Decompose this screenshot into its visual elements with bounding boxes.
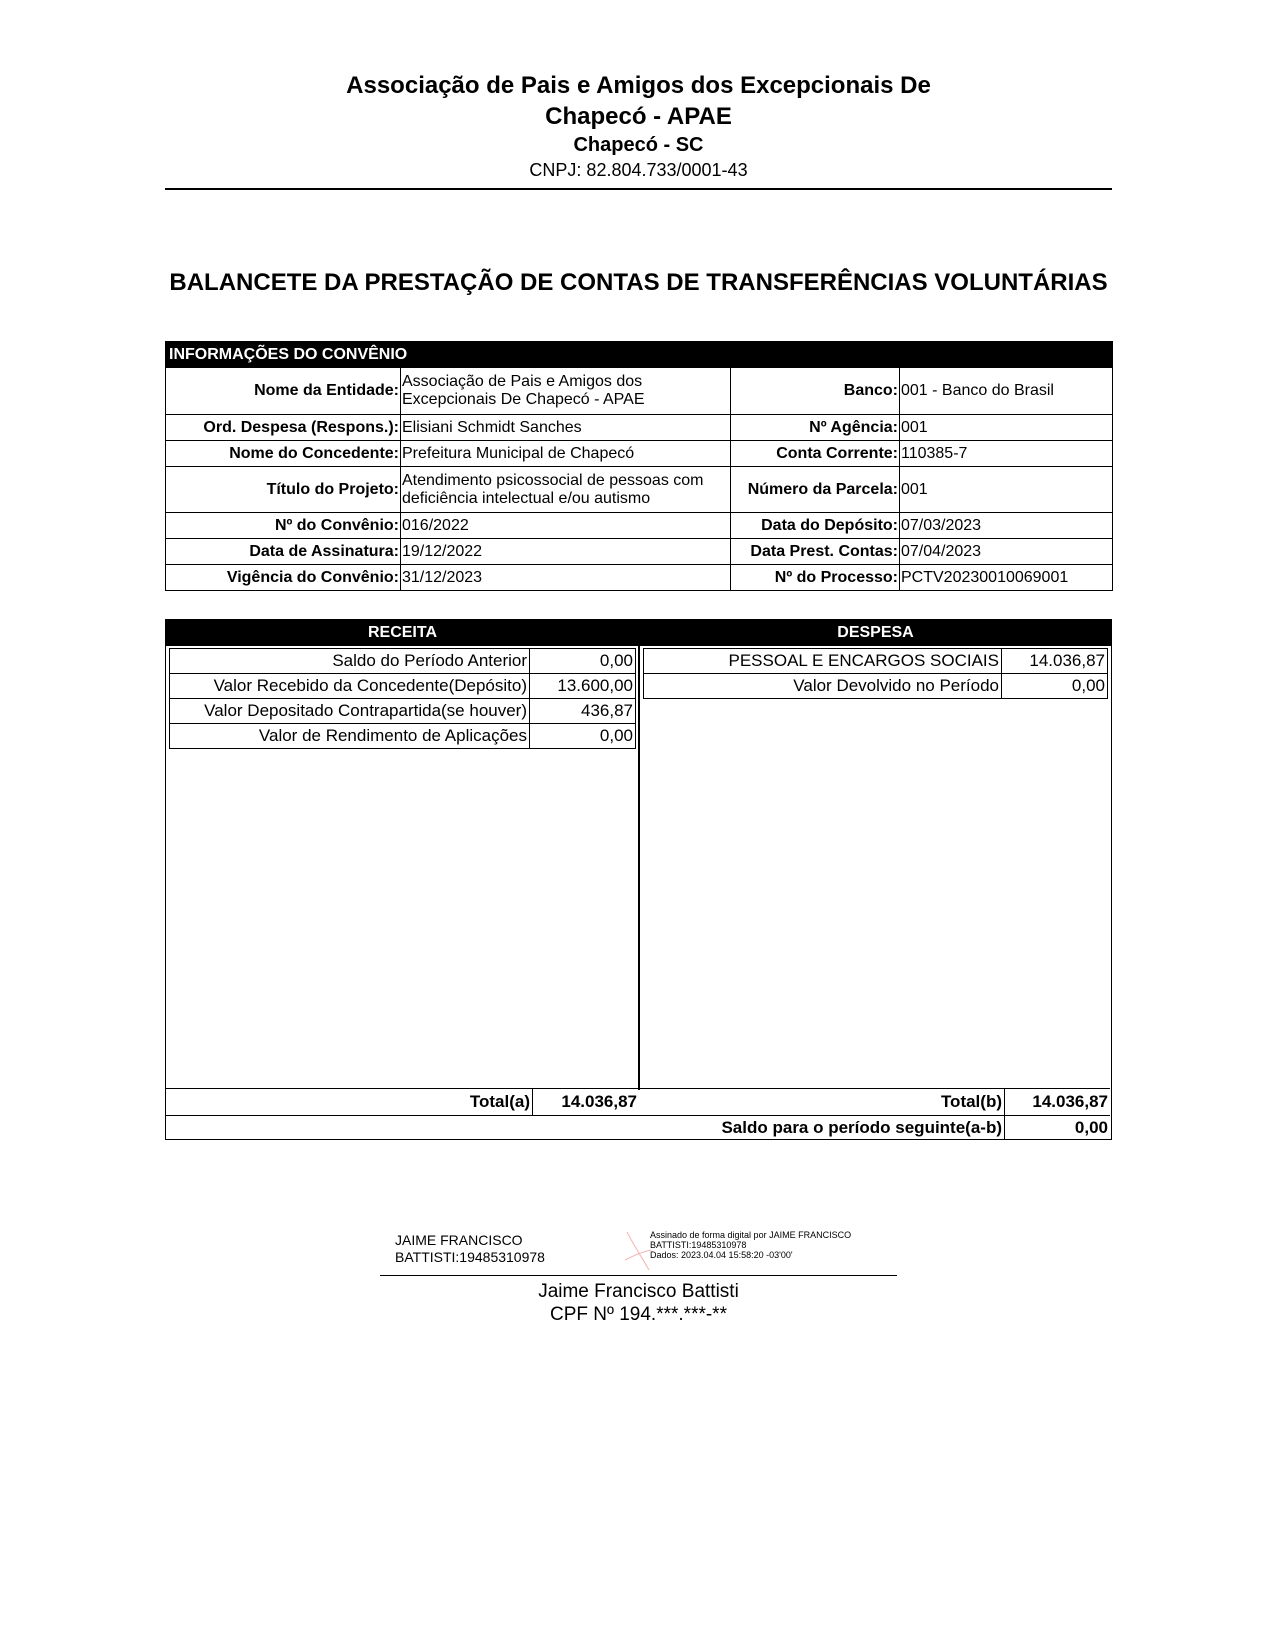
info-label: Número da Parcela: bbox=[731, 467, 900, 513]
info-value: 016/2022 bbox=[401, 513, 731, 539]
despesa-item-value: 14.036,87 bbox=[1002, 649, 1108, 674]
info-value: 07/03/2023 bbox=[900, 513, 1113, 539]
digital-signature-line: Assinado de forma digital por JAIME FRANCISCO bbox=[650, 1230, 852, 1240]
financial-summary bbox=[165, 619, 1112, 1140]
totals-row bbox=[166, 1089, 1110, 1115]
digital-signature-line: Dados: 2023.04.04 15:58:20 -03'00' bbox=[650, 1250, 793, 1260]
info-label: Vigência do Convênio: bbox=[166, 565, 401, 591]
receita-total-value: 14.036,87 bbox=[532, 1089, 639, 1115]
info-value: 07/04/2023 bbox=[900, 539, 1113, 565]
document-title: BALANCETE DA PRESTAÇÃO DE CONTAS DE TRANSFERÊNCIAS VOLUNTÁRIAS bbox=[169, 269, 1108, 296]
receita-heading: RECEITA bbox=[166, 620, 639, 646]
info-value: Associação de Pais e Amigos dos Excepcionais De Chapecó - APAE bbox=[401, 368, 731, 415]
signer-name: Jaime Francisco Battisti bbox=[538, 1281, 739, 1302]
receita-item-label: Valor Depositado Contrapartida(se houver) bbox=[170, 699, 530, 724]
agreement-info-table bbox=[165, 341, 1113, 591]
info-label: Nº do Convênio: bbox=[166, 513, 401, 539]
receita-table bbox=[169, 648, 636, 749]
receita-item-label: Valor de Rendimento de Aplicações bbox=[170, 724, 530, 749]
info-label: Data do Depósito: bbox=[731, 513, 900, 539]
receita-item-value: 13.600,00 bbox=[530, 674, 636, 699]
signature-line bbox=[380, 1275, 897, 1276]
info-value: Atendimento psicossocial de pessoas com deficiência intelectual e/ou autismo bbox=[401, 467, 731, 513]
info-label: Nº do Processo: bbox=[731, 565, 900, 591]
agreement-info-heading: INFORMAÇÕES DO CONVÊNIO bbox=[166, 342, 1113, 368]
table-row bbox=[170, 674, 636, 699]
despesa-item-label: Valor Devolvido no Período bbox=[644, 674, 1002, 699]
header-divider bbox=[165, 188, 1112, 190]
digital-signature-line: BATTISTI:19485310978 bbox=[650, 1240, 747, 1250]
saldo-value: 0,00 bbox=[1004, 1116, 1111, 1140]
info-value: Prefeitura Municipal de Chapecó bbox=[401, 441, 731, 467]
saldo-row bbox=[166, 1116, 1110, 1140]
despesa-table bbox=[643, 648, 1108, 699]
info-row bbox=[166, 565, 1113, 591]
signature-mark-icon bbox=[623, 1230, 653, 1272]
saldo-label: Saldo para o período seguinte(a-b) bbox=[721, 1118, 1002, 1137]
despesa-total-label: Total(b) bbox=[940, 1092, 1002, 1111]
info-row bbox=[166, 513, 1113, 539]
info-value: Elisiani Schmidt Sanches bbox=[401, 415, 731, 441]
info-row bbox=[166, 467, 1113, 513]
despesa-item-value: 0,00 bbox=[1002, 674, 1108, 699]
info-value: 001 bbox=[900, 415, 1113, 441]
signer-block bbox=[380, 1280, 897, 1326]
info-value: PCTV20230010069001 bbox=[900, 565, 1113, 591]
info-row bbox=[166, 415, 1113, 441]
digital-signature-details bbox=[650, 1230, 851, 1260]
despesa-heading: DESPESA bbox=[640, 620, 1111, 646]
receita-item-value: 0,00 bbox=[530, 649, 636, 674]
signature-stamp-name bbox=[395, 1232, 545, 1266]
info-label: Nome do Concedente: bbox=[166, 441, 401, 467]
table-row bbox=[644, 674, 1108, 699]
info-label: Data Prest. Contas: bbox=[731, 539, 900, 565]
stamp-name-line: BATTISTI:19485310978 bbox=[395, 1249, 545, 1265]
receita-item-value: 0,00 bbox=[530, 724, 636, 749]
info-label: Nº Agência: bbox=[731, 415, 900, 441]
despesa-total-value: 14.036,87 bbox=[1004, 1089, 1111, 1115]
receita-item-label: Saldo do Período Anterior bbox=[170, 649, 530, 674]
info-value: 19/12/2022 bbox=[401, 539, 731, 565]
info-value: 31/12/2023 bbox=[401, 565, 731, 591]
info-label: Data de Assinatura: bbox=[166, 539, 401, 565]
table-row bbox=[170, 699, 636, 724]
column-divider bbox=[638, 620, 640, 1090]
info-label: Banco: bbox=[731, 368, 900, 415]
signer-cpf: CPF Nº 194.***.***-** bbox=[550, 1304, 727, 1325]
info-label: Ord. Despesa (Respons.): bbox=[166, 415, 401, 441]
info-row bbox=[166, 441, 1113, 467]
info-label: Nome da Entidade: bbox=[166, 368, 401, 415]
info-row bbox=[166, 368, 1113, 415]
info-value: 001 bbox=[900, 467, 1113, 513]
table-row bbox=[170, 724, 636, 749]
receita-item-value: 436,87 bbox=[530, 699, 636, 724]
info-value: 110385-7 bbox=[900, 441, 1113, 467]
info-row bbox=[166, 539, 1113, 565]
info-label: Conta Corrente: bbox=[731, 441, 900, 467]
organization-name: Associação de Pais e Amigos dos Excepcionais De Chapecó - APAE bbox=[346, 72, 931, 130]
info-label: Título do Projeto: bbox=[166, 467, 401, 513]
stamp-name-line: JAIME FRANCISCO bbox=[395, 1232, 523, 1248]
receita-total-label: Total(a) bbox=[469, 1092, 530, 1111]
table-row bbox=[644, 649, 1108, 674]
table-row bbox=[170, 649, 636, 674]
despesa-item-label: PESSOAL E ENCARGOS SOCIAIS bbox=[644, 649, 1002, 674]
organization-city: Chapecó - SC bbox=[573, 134, 704, 156]
document-header bbox=[165, 70, 1112, 182]
info-value: 001 - Banco do Brasil bbox=[900, 368, 1113, 415]
organization-cnpj: CNPJ: 82.804.733/0001-43 bbox=[529, 160, 748, 180]
digital-signature-stamp bbox=[380, 1230, 897, 1274]
receita-item-label: Valor Recebido da Concedente(Depósito) bbox=[170, 674, 530, 699]
